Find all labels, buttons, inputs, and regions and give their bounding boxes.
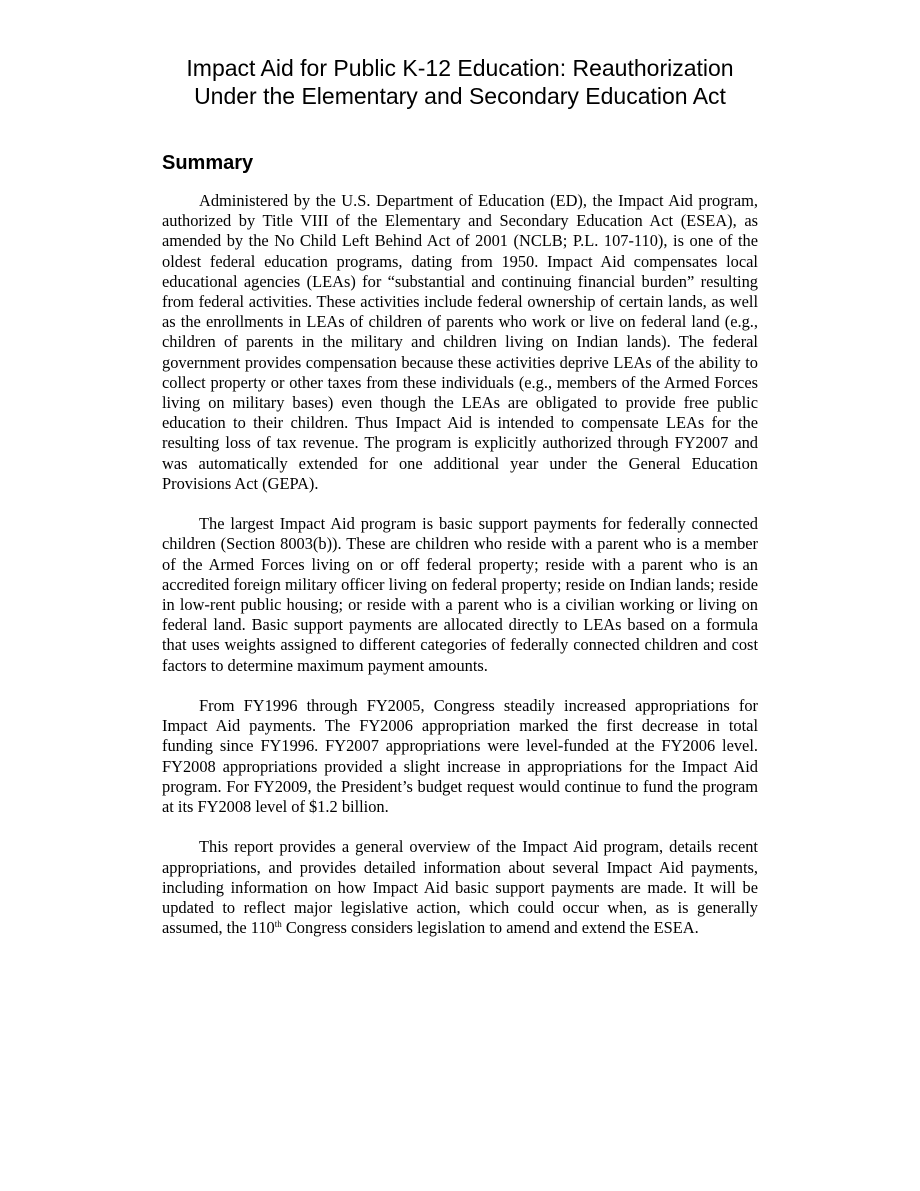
section-heading-summary: Summary — [162, 152, 254, 174]
summary-paragraph-1: Administered by the U.S. Department of Education (ED), the Impact Aid program, authorized by Title VIII of the Elementary and Secondary Education Act (ESEA), as amended by the No Child Left Behind Act of 2001 (NCLB; P.L. 107-110), is one of the oldest federal education programs, dating from 1950. Impact Aid compensates local educational agencies (LEAs) for “substantial and continuing financial burden” resulting from federal activities. These activities include federal ownership of certain lands, as well as the enrollments in LEAs of children of parents who work or live on federal land (e.g., children of parents in the military and children living on Indian lands). The federal government provides compensation because these activities deprive LEAs of the ability to collect property or other taxes from these individuals (e.g., members of the Armed Forces living on military bases) even though the LEAs are obligated to provide free public education to their children. Thus Impact Aid is intended to compensate LEAs for the resulting loss of tax revenue. The program is explicitly authorized through FY2007 and was automatically extended for one additional year under the General Education Provisions Act (GEPA). — [162, 191, 758, 493]
document-page — [162, 54, 758, 959]
paragraph-4-text-before: This report provides a general overview of the Impact Aid program, details recent appropriations, and provides detailed information about several Impact Aid payments, including information on how Impact Aid basic support payments are made. It will be updated to reflect major legislative action, which could occur when, as is generally assumed, the 110 — [162, 837, 758, 938]
summary-paragraph-2: The largest Impact Aid program is basic support payments for federally connected children (Section 8003(b)). These are children who reside with a parent who is a member of the Armed Forces living on or off federal property; reside with a parent who is an accredited foreign military officer living on federal property; reside on Indian lands; reside in low-rent public housing; or reside with a parent who is a civilian working or living on federal land. Basic support payments are allocated directly to LEAs based on a formula that uses weights assigned to different categories of federally connected children and cost factors to determine maximum payment amounts. — [162, 514, 758, 675]
report-title — [162, 54, 758, 110]
paragraph-4-text-after: Congress considers legislation to amend and extend the ESEA. — [281, 918, 699, 938]
summary-paragraph-4 — [162, 837, 758, 938]
summary-paragraph-3: From FY1996 through FY2005, Congress steadily increased appropriations for Impact Aid payments. The FY2006 appropriation marked the first decrease in total funding since FY1996. FY2007 appropriations were level-funded at the FY2006 level. FY2008 appropriations provided a slight increase in appropriations for the Impact Aid program. For FY2009, the President’s budget request would continue to fund the program at its FY2008 level of $1.2 billion. — [162, 696, 758, 817]
report-title-line-2: Under the Elementary and Secondary Education Act — [194, 83, 726, 109]
ordinal-superscript: th — [274, 919, 282, 930]
report-title-line-1: Impact Aid for Public K-12 Education: Reauthorization — [186, 55, 734, 81]
